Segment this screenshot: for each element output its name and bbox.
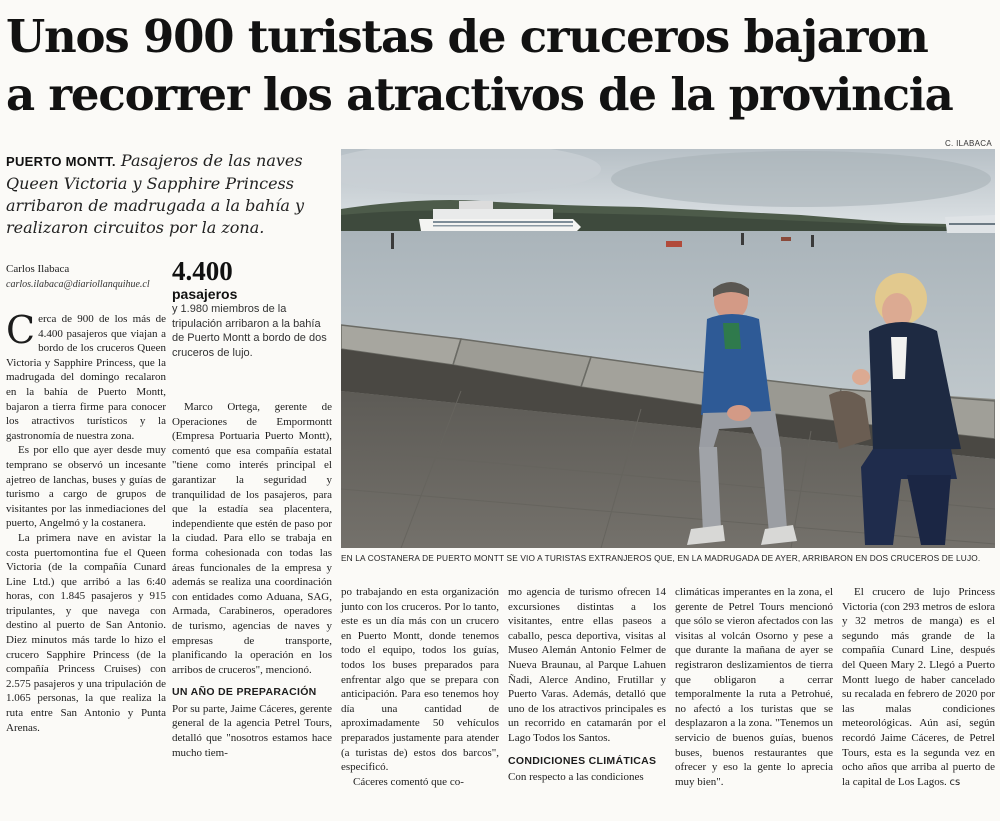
headline-line-1: Unos 900 turistas de cruceros bajaron: [6, 10, 928, 63]
headline-line-2: a recorrer los atractivos de la provincia: [6, 68, 953, 121]
col5-paragraph-1: climáticas imperantes en la zona, el gerente de Petrel Tours mencionó que sólo se vieron afectados con las visitas al volcán Osorno y pese a que durante la mañana de ayer se registraron deslizamientos de tierra que obligaron a cerrar temporalmente la ruta a Petrohué, no afectó a los turistas que se desplazaron a la zona. "Tenemos un servicio de buenos guías, buenos buses, buenos restaurantes que ofrecer y eso la gente lo aprecia muy bien".: [675, 586, 833, 788]
article-column-2: [172, 400, 332, 760]
lead-paragraph: [6, 150, 332, 239]
col3-paragraph-2: Cáceres comentó que co-: [353, 775, 464, 788]
article-column-6: [842, 585, 995, 790]
stat-number: 4.400: [172, 256, 233, 286]
stat-box: [172, 256, 332, 360]
byline: [6, 262, 150, 292]
subhead-preparacion: UN AÑO DE PREPARACIÓN: [172, 686, 317, 699]
cruise-ship-2-icon: [945, 215, 995, 233]
article-photo: [341, 149, 995, 548]
col1-paragraph-2: Es por ello que ayer desde muy temprano se observó un incesante ajetreo de lanchas, buses y guías de turismo a cargo de grupos de visitantes por las inmediaciones del puerto, Angelmó y la costanera.: [6, 444, 166, 530]
col3-paragraph-1: po trabajando en esta organización junto con los cruceros. Por lo tanto, este es un día más con un crucero en Puerto Montt, donde tenemos todo el equipo, todos los guías, todos los buses preparados para enfrentar algo que se prepara con anticipación. Para eso tenemos hoy día una cantidad de aproximadamente 50 vehículos preparados justamente para atender (a turistas de) estos dos barcos", especificó.: [341, 586, 499, 774]
col6-paragraph-1: [842, 585, 995, 790]
article-column-1: [6, 308, 166, 735]
end-mark: cs: [949, 776, 961, 788]
author-email: carlos.ilabaca@diariollanquihue.cl: [6, 279, 150, 290]
headline: [6, 8, 996, 124]
col2-paragraph-1: Marco Ortega, gerente de Operaciones de Empormontt (Empresa Portuaria Puerto Montt), comentó que esa compañía estatal "tiene como interés principal el garantizar la seguridad y tranquilidad de los pasajeros, para que la estadía sea placentera, independiente que estén de paso por la ciudad. Para ello se trabaja en forma cohesionada con todas las áreas funcionales de la empresa y además se realiza una coordinación con entidades como Aduana, SAG, Armada, Carabineros, operadores de turismo, agencias de naves y empresas de transporte, planificando la operación en los arribos de cruceros", mencionó.: [172, 401, 332, 676]
col1-paragraph-3: La primera nave en avistar la costa puertomontina fue el Queen Victoria (de la compañía Cunard Line Ltd.) que arribó a las 6:40 horas, con 1.845 pasajeros y 915 tripulantes, y que navega con destino al puerto de San Antonio. Diez minutos más tarde lo hizo el crucero Sapphire Princess (de la compañía Princess Cruises) con 2.575 pasajeros y una tripulación de 1.065 personas, la que realiza la ruta entre San Antonio y Punta Arenas.: [6, 531, 166, 734]
col4-paragraph-2: Con respecto a las condiciones: [508, 771, 644, 784]
waterfront-photo: [341, 149, 995, 548]
author-name: Carlos Ilabaca: [6, 263, 70, 275]
stat-description: y 1.980 miembros de la tripulación arribaron a la bahía de Puerto Montt a bordo de dos cruceros de lujo.: [172, 303, 327, 359]
col2-paragraph-2: Por su parte, Jaime Cáceres, gerente general de la agencia Petrel Tours, detalló que "nosotros estamos hace mucho tiem-: [172, 702, 332, 759]
photo-caption: EN LA COSTANERA DE PUERTO MONTT SE VIO A TURISTAS EXTRANJEROS QUE, EN LA MADRUGADA DE AYER, ARRIBARON EN DOS CRUCEROS DE LUJO.: [341, 553, 981, 563]
lead-text: Pasajeros de las naves Queen Victoria y Sapphire Princess arribaron de madrugada a la bahía y realizaron circuitos por la zona.: [6, 151, 304, 237]
article-column-5: [675, 585, 833, 789]
subhead-condiciones: CONDICIONES CLIMÁTICAS: [508, 754, 657, 767]
drop-cap: C: [6, 308, 36, 352]
col1-paragraph-1: erca de 900 de los más de 4.400 pasajeros que viajan a bordo de los cruceros Queen Victoria y Sapphire Princess, que la madrugada del domingo recalaron en la bahía de Puerto Montt, bajaron a tierra firme para conocer los atractivos turísticos y la gastronomía de nuestra zona.: [6, 313, 166, 442]
col4-paragraph-1: mo agencia de turismo ofrecen 14 excursiones distintas a los visitantes, entre ellas paseos a caballo, pesca deportiva, visitas al Museo Alemán Antonio Felmer de Nueva Braunau, al Parque Lahuen Ñadi, Alerce Andino, Frutillar y Puerto Varas. Además, detalló que uno de los atractivos principales es un recorrido en catamarán por el Lago Todos los Santos.: [508, 586, 666, 744]
col6-text: El crucero de lujo Princess Victoria (con 293 metros de eslora y 32 metros de manga) es el segundo más grande de la compañía Cunard Line, después del Queen Mary 2. Llegó a Puerto Montt luego de haber cancelado su recalada en febrero de 2020 por las malas condiciones meteorológicas. Aún así, según recordó Jaime Cáceres, de Petrel Tours, esta es la segunda vez en ocho años que arriba al puerto de la capital de Los Lagos.: [842, 586, 995, 788]
dateline: PUERTO MONTT.: [6, 154, 116, 169]
article-column-3: [341, 585, 499, 789]
photo-credit: C. ILABACA: [944, 139, 992, 148]
stat-unit: pasajeros: [172, 286, 238, 302]
article-column-4: [508, 585, 666, 785]
